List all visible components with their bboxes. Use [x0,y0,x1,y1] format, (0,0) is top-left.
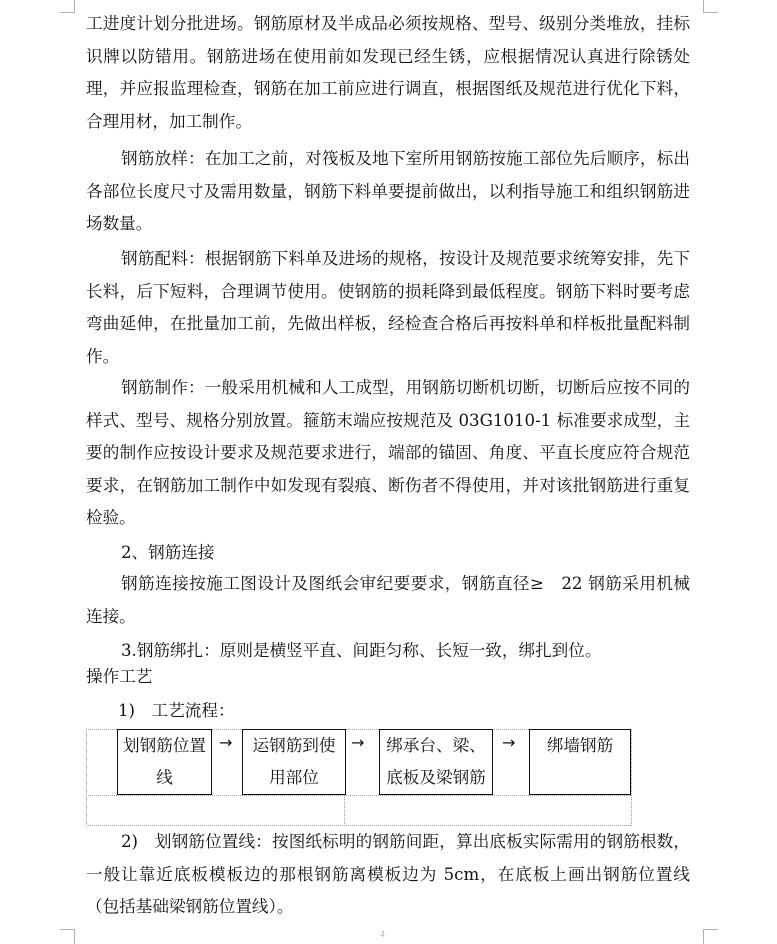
paragraph-rebar-batching: 钢筋配料：根据钢筋下料单及进场的规格，按设计及规范要求统筹安排，先下长料，后下短料，合理调节使用。使钢筋的损耗降到最低程度。钢筋下料时要考虑弯曲延伸，在批量加工前，先做出样板，经检查合格后再按料单和样板批量配料制作。 [86,249,690,366]
crop-mark-top-left [60,0,75,13]
heading-rebar-connection: 2、钢筋连接 [121,543,215,562]
paragraph-rebar-fabrication: 钢筋制作：一般采用机械和人工成型，用钢筋切断机切断，切断后应按不同的样式、型号、规格分别放置。箍筋末端应按规范及 03G1010-1 标准要求成型，主要的制作应按设计要求及规范要求进行，端部的锚固、角度、平直长度应符合规范要求，在钢筋加工制作中如发现有裂痕、断伤者不得使用，并对该批钢筋进行重复检验。 [86,378,690,528]
paragraph-material-entry: 工进度计划分批进场。钢筋原材及半成品必须按规格、型号、级别分类堆放，挂标识牌以防错用。钢筋进场在使用前如发现已经生锈，应根据情况认真进行除锈处理，并应报监理检查，钢筋在加工前应进行调直，根据图纸及规范进行优化下料，合理用材，加工制作。 [86,14,690,131]
flow-step-bind-wall: 绑墙钢筋 [529,729,631,795]
heading-process-flow: 1) 工艺流程： [118,701,235,720]
flow-arrow-icon: → [502,733,516,752]
paragraph-rebar-layout: 钢筋放样：在加工之前，对筏板及地下室所用钢筋按施工部位先后顺序，标出各部位长度尺寸及需用数量，钢筋下料单要提前做出，以利指导施工和组织钢筋进场数量。 [86,149,690,234]
page-number: 4 [380,929,386,939]
crop-mark-bottom-right [703,929,718,944]
crop-mark-top-right [703,0,718,13]
flow-step-mark-positions: 划钢筋位置线 [117,729,212,795]
crop-mark-bottom-left [60,929,75,944]
flow-step-transport-rebar: 运钢筋到使用部位 [242,729,346,795]
flow-arrow-icon: → [219,733,233,752]
paragraph-mark-position-lines: 2) 划钢筋位置线：按图纸标明的钢筋间距，算出底板实际需用的钢筋根数，一般让靠近底板模板边的那根钢筋离模板边为 5cm，在底板上画出钢筋位置线（包括基础梁钢筋位置线）。 [86,832,690,917]
paragraph-rebar-binding: 3.钢筋绑扎：原则是横竖平直、间距匀称、长短一致，绑扎到位。 [121,641,602,660]
flow-step-bind-slab-beam: 绑承台、梁、底板及梁钢筋 [379,729,493,795]
flow-arrow-icon: → [351,733,365,752]
heading-operation-process: 操作工艺 [86,667,153,686]
paragraph-rebar-connection: 钢筋连接按施工图设计及图纸会审纪要要求，钢筋直径≥ 22 钢筋采用机械连接。 [86,574,690,626]
